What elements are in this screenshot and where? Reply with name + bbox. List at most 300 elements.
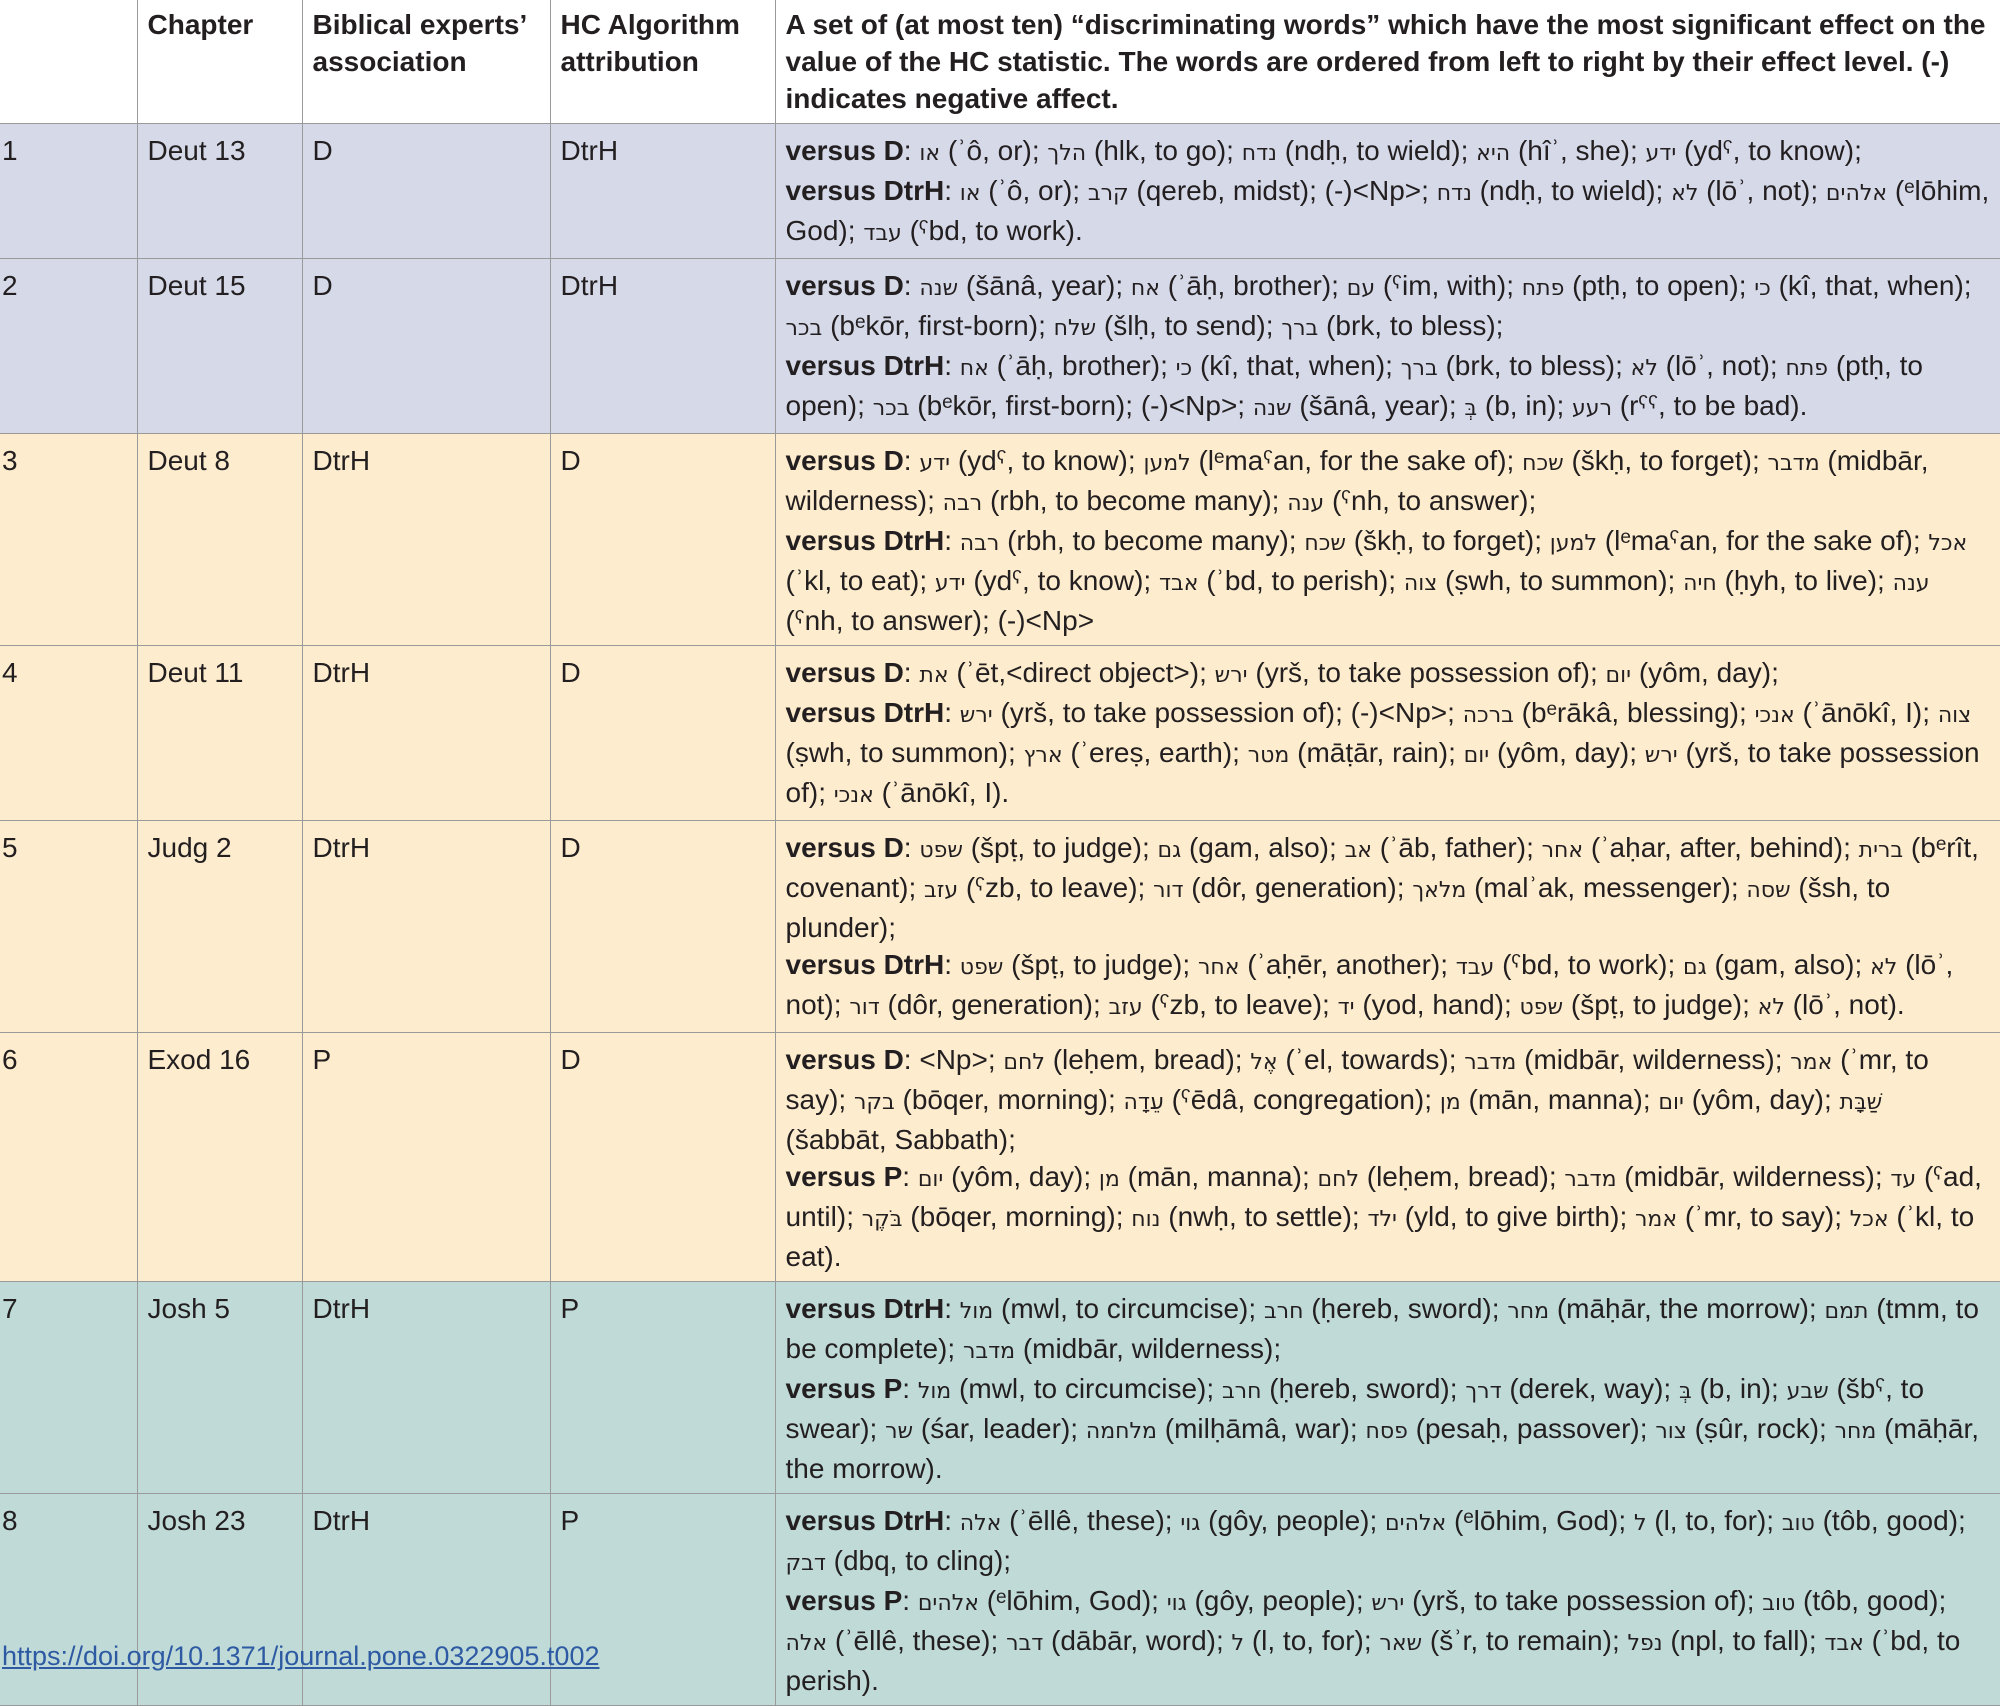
hebrew-word: פתח <box>1785 356 1829 381</box>
word-entry <box>1440 1084 1643 1115</box>
word-gloss: (b, in) <box>1699 1373 1772 1404</box>
hebrew-word: אחר <box>1541 838 1584 863</box>
word-entry <box>862 1201 1116 1232</box>
hebrew-word: ענה <box>1287 491 1325 516</box>
word-entry <box>918 1373 1207 1404</box>
word-entry <box>849 989 1093 1020</box>
word-entry <box>1099 1161 1302 1192</box>
table-row <box>0 1494 2000 1706</box>
word-gloss: (bᵉkōr, first-born) <box>830 310 1039 341</box>
word-gloss: (ʾēllê, these) <box>834 1625 991 1656</box>
word-gloss: (bōqer, morning) <box>910 1201 1116 1232</box>
versus-label: versus DtrH <box>785 697 945 728</box>
word-gloss: (leḥem, bread) <box>1366 1161 1549 1192</box>
word-gloss: (dôr, generation) <box>887 989 1093 1020</box>
word-entry <box>1655 1413 1819 1444</box>
word-gloss: (ʾānōkî, I) <box>881 777 1002 808</box>
hebrew-word: בקר <box>853 1090 895 1115</box>
word-entry <box>960 697 1335 728</box>
word-gloss: (špṭ, to judge) <box>970 832 1142 863</box>
word-gloss: (ʾāḥ, brother) <box>1167 270 1332 301</box>
hebrew-word: ברית <box>1858 838 1904 863</box>
word-entry <box>1232 1625 1364 1656</box>
word-entry <box>943 485 1272 516</box>
word-entry <box>1371 1585 1746 1616</box>
hebrew-word: עבד <box>863 221 902 246</box>
word-gloss: (lōʾ, not) <box>1665 350 1770 381</box>
word-gloss: (ydˁ, to know) <box>957 445 1128 476</box>
word-entry <box>1464 390 1556 421</box>
header-discriminating-words: A set of (at most ten) “discriminating words” which have the most significant effect on the value of the HC statistic. The words are ordered from left to right by their effect level. (-) indicates negative affect. <box>775 0 2000 124</box>
word-gloss: (midbār, wilderness) <box>1022 1333 1274 1364</box>
hebrew-word: פתח <box>1521 276 1565 301</box>
hebrew-word: אחר <box>1197 955 1240 980</box>
hebrew-word: דבק <box>785 1551 826 1576</box>
hc-attribution-cell: D <box>550 1033 775 1282</box>
word-entry <box>786 310 1039 341</box>
word-gloss: (ᵉlōhim, God) <box>785 175 1990 246</box>
word-gloss: (ᵉlōhim, God) <box>1453 1505 1619 1536</box>
word-gloss: (ʾmr, to say) <box>785 1044 1929 1115</box>
hebrew-word: שלח <box>1053 316 1097 341</box>
word-entry <box>1635 1201 1834 1232</box>
row-number: 8 <box>0 1494 137 1706</box>
word-gloss: (milḥāmâ, war) <box>1164 1413 1350 1444</box>
word-gloss: (ˁzb, to leave) <box>965 872 1138 903</box>
hebrew-word: שַׁבָּת <box>1839 1090 1883 1115</box>
hebrew-word: רבה <box>959 531 1000 556</box>
comparison-block: versus D: את (ʾēt,<direct object>); ירש (yrš, to take possession of); יום (yôm, day); <box>785 657 1779 688</box>
row-number: 5 <box>0 821 137 1033</box>
word-entry <box>786 1545 1004 1576</box>
word-entry <box>1003 1044 1234 1075</box>
word-gloss: (b, in) <box>1484 390 1557 421</box>
word-gloss: (ṣwh, to summon) <box>785 737 1008 768</box>
word-gloss: (ʾēllê, these) <box>1009 1505 1165 1536</box>
word-entry <box>1464 1044 1774 1075</box>
word-gloss: (šabbāt, Sabbath) <box>785 1124 1009 1155</box>
hebrew-word: למען <box>1143 451 1191 476</box>
header-chapter: Chapter <box>137 0 302 124</box>
comparison-block: versus D: או (ʾô, or); הלך (hlk, to go); נדח (ndḥ, to wield); היא (hîʾ, she); ידע (ydˁ, to know); <box>785 135 1862 166</box>
hebrew-word: שסה <box>1746 878 1791 903</box>
hebrew-word: מדבר <box>1464 1050 1517 1075</box>
hebrew-word: גוי <box>1180 1511 1201 1536</box>
table-row <box>0 1282 2000 1494</box>
header-experts-association: Biblical experts’ association <box>302 0 550 124</box>
word-entry <box>1222 1373 1450 1404</box>
hebrew-word: רעע <box>1572 396 1612 421</box>
word-gloss: (ḥyh, to live) <box>1724 565 1878 596</box>
word-entry <box>960 350 1160 381</box>
word-entry <box>1281 310 1495 341</box>
word-entry <box>963 1333 1273 1364</box>
hebrew-word: עבד <box>1455 955 1495 980</box>
word-entry <box>834 777 1002 808</box>
hebrew-word: יום <box>1463 743 1490 768</box>
hebrew-word: פסח <box>1365 1419 1408 1444</box>
word-gloss: (tôb, good) <box>1822 1505 1959 1536</box>
chapter-cell: Exod 16 <box>137 1033 302 1282</box>
table-row <box>0 1033 2000 1282</box>
word-gloss: (ʾkl, to eat) <box>785 565 920 596</box>
word-gloss: (bōqer, morning) <box>902 1084 1108 1115</box>
word-entry <box>863 215 1075 246</box>
word-entry <box>1683 565 1877 596</box>
chapter-cell: Deut 8 <box>137 434 302 646</box>
word-gloss: (malʾak, messenger) <box>1474 872 1731 903</box>
word-gloss: (-)<Np> <box>1350 697 1448 728</box>
word-gloss: (ˁēdâ, congregation) <box>1171 1084 1425 1115</box>
hebrew-word: שנה <box>919 276 959 301</box>
hebrew-word: לחם <box>1003 1050 1045 1075</box>
table-row <box>0 124 2000 259</box>
word-gloss: (bᵉrākâ, blessing) <box>1521 697 1740 728</box>
word-gloss: (yld, to give birth) <box>1404 1201 1620 1232</box>
comparison-block: versus DtrH: רבה (rbh, to become many); שכח (škḥ, to forget); למען (lᵉmaˁan, for the sake of); אכל (ʾkl, to eat); ידע (ydˁ, to know); אבד (ʾbd, to perish); צוה (ṣwh, to summon); חיה (ḥyh, to live); ענה (ˁnh, to answer); (-)<Np> <box>785 525 1968 636</box>
word-entry <box>1287 485 1528 516</box>
word-gloss: (midbār, wilderness) <box>785 445 1929 516</box>
doi-link[interactable]: https://doi.org/10.1371/journal.pone.0322905.t002 <box>2 1641 600 1671</box>
word-entry <box>1167 1585 1356 1616</box>
word-gloss: (ptḥ, to open) <box>785 350 1923 421</box>
hebrew-word: בכר <box>872 396 910 421</box>
word-entry <box>960 1293 1249 1324</box>
hebrew-word: ברך <box>1400 356 1438 381</box>
word-gloss: (derek, way) <box>1509 1373 1664 1404</box>
word-gloss: (lᵉmaˁan, for the sake of) <box>1604 525 1913 556</box>
word-entry <box>1131 270 1331 301</box>
word-gloss: (ʾô, or) <box>947 135 1032 166</box>
versus-label: versus D <box>785 270 904 301</box>
hebrew-word: טוב <box>1762 1591 1796 1616</box>
hebrew-word: נוח <box>1131 1207 1161 1232</box>
hebrew-word: ענה <box>1892 571 1930 596</box>
comparison-block: versus D: ידע (ydˁ, to know); למען (lᵉmaˁan, for the sake of); שכח (škḥ, to forget); מדבר (midbār, wilderness); רבה (rbh, to become many); ענה (ˁnh, to answer); <box>785 445 1929 516</box>
versus-label: versus D <box>785 1044 904 1075</box>
hebrew-word: מלחמה <box>1085 1419 1157 1444</box>
hebrew-word: בְּ <box>1678 1379 1692 1404</box>
discriminating-words-cell <box>775 646 2000 821</box>
word-gloss: (dābār, word) <box>1051 1625 1216 1656</box>
word-entry <box>960 175 1072 206</box>
word-entry <box>1572 390 1800 421</box>
chapter-cell: Judg 2 <box>137 821 302 1033</box>
hebrew-word: אבד <box>1824 1631 1864 1656</box>
word-gloss: (škḥ, to forget) <box>1353 525 1535 556</box>
header-index <box>0 0 137 124</box>
hebrew-word: מן <box>1098 1167 1120 1192</box>
hebrew-word: ירש <box>1371 1591 1405 1616</box>
row-number: 6 <box>0 1033 137 1282</box>
word-entry <box>1671 175 1810 206</box>
hc-attribution-cell: DtrH <box>550 259 775 434</box>
hebrew-word: טוב <box>1781 1511 1815 1536</box>
versus-label: versus P <box>785 1161 903 1192</box>
word-entry <box>1153 872 1397 903</box>
versus-label: versus D <box>785 445 904 476</box>
table-row <box>0 434 2000 646</box>
word-entry <box>1006 1625 1216 1656</box>
word-entry <box>1754 270 1964 301</box>
comparison-block: versus DtrH: ירש (yrš, to take possession of); (-)<Np>; ברכה (bᵉrākâ, blessing); אנכי (ʾānōkî, I); צוה (ṣwh, to summon); ארץ (ʾereṣ, earth); מטר (māṭār, rain); יום (yôm, day); ירש (yrš, to take possession of); אנכי (ʾānōkî, I). <box>785 697 1980 808</box>
word-gloss: (ʾēt,<direct object>) <box>956 657 1200 688</box>
comparison-block: versus DtrH: שפט (špṭ, to judge); אחר (ʾaḥēr, another); עבד (ˁbd, to work); גם (gam, also); לא (lōʾ, not); דור (dôr, generation); עזב (ˁzb, to leave); יד (yod, hand); שפט (špṭ, to judge); לא (lōʾ, not). <box>785 949 1954 1020</box>
word-gloss: (ʾaḥar, after, behind) <box>1590 832 1844 863</box>
word-entry <box>1338 989 1504 1020</box>
hc-attribution-cell: D <box>550 434 775 646</box>
word-gloss: (śar, leader) <box>920 1413 1071 1444</box>
word-entry <box>1631 350 1770 381</box>
word-entry <box>1141 390 1237 421</box>
word-gloss: (bᵉkōr, first-born) <box>917 390 1126 421</box>
word-entry <box>1679 1373 1771 1404</box>
word-gloss: (lōʾ, not) <box>1792 989 1897 1020</box>
word-entry <box>1124 1084 1425 1115</box>
hebrew-word: דור <box>849 995 880 1020</box>
word-entry <box>1634 1505 1766 1536</box>
word-entry <box>919 270 1115 301</box>
word-gloss: (midbār, wilderness) <box>1624 1161 1875 1192</box>
word-entry <box>1464 737 1630 768</box>
word-gloss: (špṭ, to judge) <box>1011 949 1183 980</box>
hebrew-word: אכל <box>1849 1207 1889 1232</box>
word-gloss: (ʾāb, father) <box>1379 832 1527 863</box>
hebrew-word: אח <box>959 356 989 381</box>
hebrew-word: ידע <box>1645 141 1677 166</box>
table-row <box>0 821 2000 1033</box>
row-number: 2 <box>0 259 137 434</box>
word-gloss: (šʾr, to remain) <box>1429 1625 1612 1656</box>
hebrew-word: אב <box>1344 838 1372 863</box>
word-entry <box>1318 1161 1549 1192</box>
word-gloss: (kî, that, when) <box>1199 350 1386 381</box>
hebrew-word: מטר <box>1247 743 1290 768</box>
word-gloss: (šsh, to plunder) <box>785 872 1891 943</box>
hebrew-word: אכל <box>1928 531 1968 556</box>
word-entry <box>960 525 1289 556</box>
word-gloss: (ʾel, towards) <box>1285 1044 1449 1075</box>
hebrew-word: קרב <box>1087 181 1129 206</box>
hebrew-word: מלאך <box>1412 878 1467 903</box>
hebrew-word: נדח <box>1436 181 1472 206</box>
hebrew-word: ילד <box>1367 1207 1397 1232</box>
word-entry <box>1248 737 1448 768</box>
hebrew-word: לא <box>1870 955 1898 980</box>
word-gloss: (ˁzb, to leave) <box>1150 989 1323 1020</box>
chapter-cell: Josh 23 <box>137 1494 302 1706</box>
versus-label: versus D <box>785 657 904 688</box>
word-gloss: (nwḥ, to settle) <box>1168 1201 1352 1232</box>
experts-association-cell: D <box>302 124 550 259</box>
word-gloss: (šbˁ, to swear) <box>785 1373 1925 1444</box>
word-gloss: (yrš, to take possession of) <box>1412 1585 1747 1616</box>
versus-label: versus DtrH <box>785 1293 945 1324</box>
hebrew-word: היא <box>1476 141 1511 166</box>
word-gloss: (mān, manna) <box>1127 1161 1302 1192</box>
word-gloss: (gam, also) <box>1188 832 1329 863</box>
word-gloss: (leḥem, bread) <box>1052 1044 1235 1075</box>
hebrew-word: שר <box>885 1419 914 1444</box>
word-gloss: (ˁnh, to answer) <box>1331 485 1529 516</box>
word-entry <box>1264 1293 1492 1324</box>
experts-association-cell: DtrH <box>302 1494 550 1706</box>
word-entry <box>1758 989 1897 1020</box>
word-gloss: (šānâ, year) <box>1299 390 1449 421</box>
comparison-block: versus DtrH: אלה (ʾēllê, these); גוי (gôy, people); אלהים (ᵉlōhim, God); ל (l, to, for); טוב (tôb, good); דבק (dbq, to cling); <box>785 1505 1966 1576</box>
word-entry <box>1542 832 1843 863</box>
word-entry <box>1463 697 1739 728</box>
word-entry <box>1365 1413 1639 1444</box>
word-gloss: (bᵉrît, covenant) <box>785 832 1979 903</box>
hebrew-word: בכר <box>785 316 823 341</box>
experts-association-cell: DtrH <box>302 1282 550 1494</box>
hebrew-word: שכח <box>1304 531 1346 556</box>
experts-association-cell: DtrH <box>302 821 550 1033</box>
word-gloss: (ʾbd, to perish) <box>785 1625 1961 1696</box>
hebrew-word: יום <box>1658 1090 1684 1115</box>
experts-association-cell: DtrH <box>302 646 550 821</box>
hebrew-word: חיה <box>1683 571 1717 596</box>
word-entry <box>1437 175 1656 206</box>
hc-attribution-cell: D <box>550 646 775 821</box>
word-entry <box>919 1044 988 1075</box>
word-entry <box>924 872 1138 903</box>
word-entry <box>885 1413 1070 1444</box>
word-gloss: (šlḥ, to send) <box>1103 310 1266 341</box>
hebrew-word: שפט <box>919 838 963 863</box>
table-body <box>0 124 2000 1706</box>
word-entry <box>1379 1625 1612 1656</box>
word-gloss: <Np> <box>919 1044 988 1075</box>
word-gloss: (yrš, to take possession of) <box>1000 697 1336 728</box>
word-entry <box>1176 350 1386 381</box>
hebrew-word: אלהים <box>1825 181 1888 206</box>
word-entry <box>1131 1201 1352 1232</box>
hebrew-word: הלך <box>1047 141 1087 166</box>
hebrew-word: צוה <box>1403 571 1438 596</box>
hebrew-word: כי <box>1754 276 1771 301</box>
word-gloss: (mān, manna) <box>1468 1084 1643 1115</box>
hebrew-word: מחר <box>1507 1299 1550 1324</box>
chapter-cell: Josh 5 <box>137 1282 302 1494</box>
word-gloss: (škḥ, to forget) <box>1571 445 1752 476</box>
word-entry <box>1401 350 1615 381</box>
versus-label: versus DtrH <box>785 1505 945 1536</box>
word-entry <box>854 1084 1108 1115</box>
hebrew-word: שכח <box>1522 451 1564 476</box>
word-entry <box>919 657 1199 688</box>
word-gloss: (qereb, midst) <box>1136 175 1310 206</box>
word-entry <box>935 565 1144 596</box>
word-gloss: (ʾāḥ, brother) <box>996 350 1161 381</box>
word-entry <box>918 1585 1151 1616</box>
hebrew-word: מדבר <box>962 1339 1016 1364</box>
word-entry <box>1304 525 1534 556</box>
hebrew-word: ברך <box>1281 316 1319 341</box>
comparison-block: versus DtrH: מול (mwl, to circumcise); חרב (ḥereb, sword); מחר (māḥār, the morrow); תמם (tmm, to be complete); מדבר (midbār, wilderness); <box>785 1293 1979 1364</box>
word-gloss: (rbh, to become many) <box>989 485 1272 516</box>
hebrew-word: ל <box>1231 1631 1245 1656</box>
word-entry <box>1215 657 1590 688</box>
word-gloss: (ndḥ, to wield) <box>1284 135 1461 166</box>
word-entry <box>919 445 1128 476</box>
word-entry <box>1024 737 1233 768</box>
discriminating-words-cell <box>775 821 2000 1033</box>
hebrew-word: מול <box>959 1299 994 1324</box>
hebrew-word: למען <box>1549 531 1597 556</box>
discriminating-words-cell <box>775 259 2000 434</box>
word-gloss: (lōʾ, not) <box>785 949 1954 1020</box>
word-gloss: (ḥereb, sword) <box>1269 1373 1450 1404</box>
word-entry <box>1522 270 1739 301</box>
word-gloss: (ᵉlōhim, God) <box>986 1585 1152 1616</box>
comparison-block: versus D: שנה (šānâ, year); אח (ʾāḥ, brother); עם (ˁim, with); פתח (ptḥ, to open); כי (kî, that, when); בכר (bᵉkōr, first-born); שלח (šlḥ, to send); ברך (brk, to bless); <box>785 270 1972 341</box>
word-entry <box>1564 1161 1874 1192</box>
hebrew-word: אנכי <box>1754 703 1795 728</box>
word-gloss: (brk, to bless) <box>1326 310 1496 341</box>
hebrew-word: אמר <box>1635 1207 1678 1232</box>
hebrew-word: אֶל <box>1250 1050 1278 1075</box>
word-gloss: (ṣwh, to summon) <box>1445 565 1668 596</box>
hc-attribution-cell: P <box>550 1282 775 1494</box>
word-entry <box>1143 445 1506 476</box>
comparison-block: versus DtrH: או (ʾô, or); קרב (qereb, midst); (-)<Np>; נדח (ndḥ, to wield); לא (lōʾ, not); אלהים (ᵉlōhim, God); עבד (ˁbd, to work). <box>785 175 1990 246</box>
word-entry <box>1782 1505 1958 1536</box>
word-entry <box>1385 1505 1618 1536</box>
word-gloss: (ṣûr, rock) <box>1694 1413 1820 1444</box>
versus-label: versus DtrH <box>785 350 945 381</box>
row-number: 1 <box>0 124 137 259</box>
hebrew-word: עזב <box>924 878 959 903</box>
comparison-block: versus P: אלהים (ᵉlōhim, God); גוי (gôy, people); ירש (yrš, to take possession of); טוב (tôb, good); אלה (ʾēllê, these); דבר (dābār, word); ל (l, to, for); שאר (šʾr, to remain); נפל (npl, to fall); אבד (ʾbd, to perish). <box>785 1585 1961 1696</box>
word-gloss: (lōʾ, not) <box>1706 175 1811 206</box>
hc-attribution-cell: DtrH <box>550 124 775 259</box>
hebrew-word: חרב <box>1263 1299 1304 1324</box>
word-gloss: (rbh, to become many) <box>1007 525 1289 556</box>
hebrew-word: בְּ <box>1464 396 1478 421</box>
word-gloss: (ʾkl, to eat) <box>785 1201 1975 1272</box>
word-gloss: (yôm, day) <box>1496 737 1630 768</box>
word-gloss: (pesaḥ, passover) <box>1415 1413 1640 1444</box>
word-entry <box>1646 135 1855 166</box>
word-entry <box>1404 565 1668 596</box>
hebrew-word: או <box>959 181 981 206</box>
word-gloss: (šānâ, year) <box>965 270 1116 301</box>
hebrew-word: עם <box>1346 276 1376 301</box>
comparison-block: versus P: מול (mwl, to circumcise); חרב (ḥereb, sword); דרך (derek, way); בְּ (b, in); שבע (šbˁ, to swear); שר (śar, leader); מלחמה (milḥāmâ, war); פסח (pesaḥ, passover); צור (ṣûr, rock); מחר (māḥār, the morrow). <box>785 1373 1980 1484</box>
word-entry <box>919 832 1142 863</box>
word-entry <box>1086 1413 1350 1444</box>
word-entry <box>1367 1201 1619 1232</box>
word-entry <box>1456 949 1668 980</box>
word-entry <box>1325 175 1421 206</box>
word-gloss: (rˁˁ, to be bad) <box>1619 390 1800 421</box>
word-gloss: (brk, to bless) <box>1445 350 1616 381</box>
hebrew-word: צור <box>1655 1419 1687 1444</box>
word-entry <box>1198 949 1440 980</box>
hebrew-word: שבע <box>1786 1379 1829 1404</box>
word-entry <box>1465 1373 1663 1404</box>
hebrew-word: כי <box>1175 356 1193 381</box>
hebrew-word: רבה <box>942 491 983 516</box>
hebrew-word: את <box>919 663 949 688</box>
word-entry <box>1054 310 1266 341</box>
word-gloss: (hlk, to go) <box>1093 135 1227 166</box>
hebrew-word: דבר <box>1006 1631 1044 1656</box>
word-entry <box>1755 697 1923 728</box>
discriminating-words-cell <box>775 434 2000 646</box>
